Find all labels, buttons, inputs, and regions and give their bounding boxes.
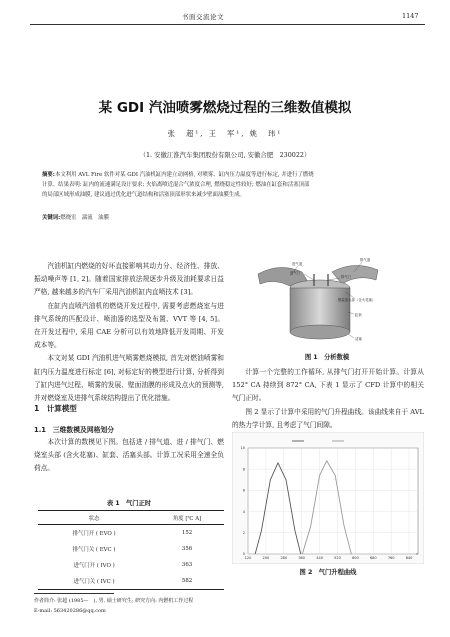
intro-paragraph: 在缸内直喷汽油机的燃烧开发过程中, 需要考虑燃烧室与进排气系统的匹配设计、喷油器的选型及布置、VVT 等 [4, 5]。在开发过程中, 采用 CAE 分析可以有效地降低开发周期、开发成本等。 [34,301,224,350]
affiliation: （1. 安徽江淮汽车集团股份有限公司, 安徽合肥 230022） [139,151,311,159]
footnote [34,596,234,616]
valve-lift-chart [232,432,424,564]
figure-label: 进气道 [292,262,303,266]
table-cell: 152 [181,530,193,536]
table-caption: 表 1 气门正时 [106,500,152,507]
subsection-body [34,436,224,476]
header-rule [30,24,425,25]
abstract-line: 的局部区域形成油膜, 建议通过优化进气道结构和活塞顶部形状来减少壁面油膜生成。 [42,192,245,199]
intro-paragraph: 汽油机缸内燃烧的好坏直接影响其动力分、经济性、排放、振动噪声等 [1, 2]。随着国家排放法规逐步升级及油耗要求日益严格, 越来越多的汽车厂采用汽油机缸内直喷技术 [3]。 [34,262,224,297]
table-cell: 排气门关 ( EVC ) [72,547,116,553]
y-tick-label: 2 [242,531,245,535]
table-row [38,557,224,573]
figure-label: 燃烧室头部（含火花塞） [338,298,376,302]
y-tick-label: 8 [242,467,245,472]
piston-shape [290,325,350,339]
table-cell: 进气门关 ( IVC ) [38,573,150,590]
x-tick-label: 120 [244,556,252,560]
footnote-author: 作者简介: 张超 (1985— ), 男, 硕士研究生; 研究方向: 内燃机工作过程 [34,598,194,604]
paper-title: 某 GDI 汽油喷雾燃烧过程的三维数值模拟 [98,100,352,116]
table-row [38,541,224,557]
x-tick-label: 360 [298,556,306,560]
table-cell: 363 [181,562,193,568]
x-tick-label: 760 [387,556,395,560]
page-number: 1147 [402,12,419,20]
table-header: 角度 [℃ A] [150,511,224,525]
body-paragraph: 图 2 显示了计算中采用的气门升程曲线。该曲线来自于 AVL 的热力学计算, 且考虑了气门间隙。 [232,407,424,429]
exhaust-port-shape [332,265,378,284]
footnote-email: E-mail: 563420286@qq.com [34,608,106,614]
table-cell: 356 [181,546,193,552]
x-tick-label: 440 [316,556,323,560]
table-cell: 582 [150,573,224,590]
section-heading: 1 计算模型 [34,404,77,413]
table-cell: 排气门开 ( EVO ) [72,531,116,537]
figure-label: 排气门 [341,275,352,279]
subsection-heading: 1.1 三维数模及网格划分 [34,426,115,434]
authors: 张 超¹, 王 军¹, 姚 玮¹ [167,129,283,138]
engine-model-figure [250,252,390,348]
y-tick-label: 4 [242,509,245,514]
figure-label: 排气道 [360,258,371,262]
abstract-label: 摘要: [42,172,55,178]
figure-label: 活塞 [355,337,362,341]
y-tick-label: 0 [242,552,245,557]
intro-paragraph: 本文对某 GDI 汽油机进气喷雾燃烧模拟, 首先对燃油喷雾和缸内压力温度进行标定 [6], 对标定好的模型进行计算, 分析得到了缸内进气过程、喷雾的发展、壁面油膜的形成及点火的预测等, 并对燃烧室及进排气系统结构提出了优化措施。 [34,354,224,403]
figure-label: 缸套 [355,313,362,317]
plot-area [248,448,418,554]
body-paragraph: 计算一个完整的工作循环, 从排气门打开开始计算。计算从 152° CA 持续到 872° CA, 下表 1 显示了 CFD 计算中的相关气门正时。 [232,368,424,403]
body-paragraph: 本次计算的数模见下图。包括进 / 排气道、进 / 排气门、燃烧室头部 (含火花塞)、缸套、活塞头部。计算工况采用全速全负荷点。 [34,438,224,473]
valve-timing-table [38,510,224,590]
keywords-label: 关键词: [42,215,61,221]
x-tick-label: 600 [352,556,359,560]
figure1-caption: 图 1 分析数模 [304,354,350,361]
x-tick-label: 280 [280,556,288,560]
intro-section [34,260,224,405]
abstract-line: 计算。结果表明: 缸内的流速满足设计要求; 火焰离喷近混合气浓度合理, 燃烧稳定性较好; 燃油在缸套和活塞顶部 [42,182,310,189]
figure-label: 进气门 [290,271,301,275]
y-tick-label: 6 [242,488,245,493]
y-tick-label: 10 [240,446,245,451]
table-row [38,525,224,542]
x-tick-label: 520 [334,556,341,560]
keywords-text: 燃烧室 湍流 油膜 [60,215,109,221]
x-tick-label: 680 [369,556,377,560]
x-tick-label: 840 [405,556,413,560]
abstract-line: 本文利用 AVL Fire 软件对某 GDI 汽油机缸内建立动网格, 对喷雾、缸内压力温度等进行标定, 并进行了燃烧 [54,172,314,178]
x-tick-label: 200 [262,556,270,560]
col2-text [232,366,424,432]
journal-name: 书面交流论文 [182,13,224,21]
table-cell: 进气门开 ( IVO ) [73,563,115,569]
abstract [42,170,412,201]
keywords [42,213,412,221]
figure2-caption: 图 2 气门升程曲线 [299,569,357,576]
footnote-rule [34,593,114,594]
table-row [38,573,224,590]
table-header-row [38,511,224,525]
table-header: 状态 [38,511,150,525]
